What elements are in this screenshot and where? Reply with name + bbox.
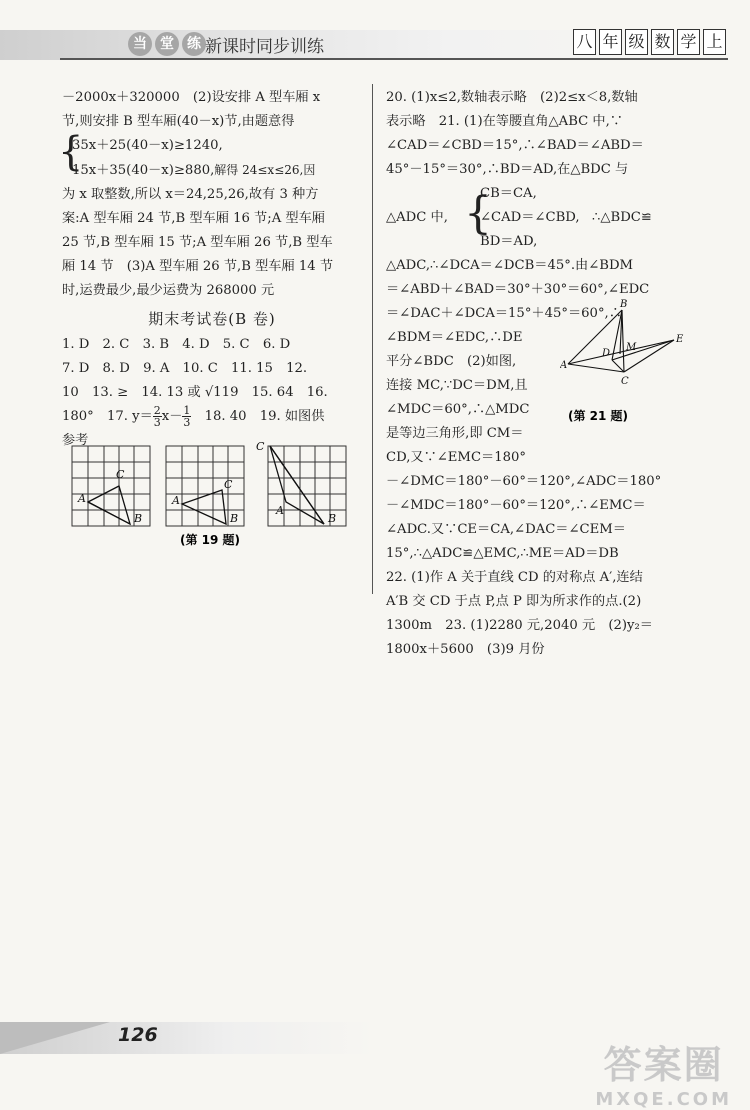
answer-line: 25 节,B 型车厢 15 节;A 型车厢 26 节,B 型车 (62, 235, 333, 250)
point-label: B (328, 512, 337, 525)
point-label: M (626, 342, 637, 353)
system-brace: { (464, 188, 492, 239)
header-badge-1: 当 (128, 32, 152, 56)
point-label: E (676, 334, 684, 345)
column-divider (372, 84, 373, 594)
grade-char: 学 (677, 29, 700, 55)
answer-line: A′B 交 CD 于点 P,点 P 即为所求作的点.(2) (386, 594, 642, 609)
answer-line: 时,运费最少,最少运费为 268000 元 (62, 283, 275, 298)
answer-line: 厢 14 节 (3)A 型车厢 26 节,B 型车厢 14 节 (62, 259, 334, 274)
header-badge-3: 练 (182, 32, 206, 56)
answer-line: 35x＋25(40－x)≥1240, (72, 138, 223, 153)
fraction: $\frac{1}{3}$ (183, 404, 191, 429)
answer-line: 15°,∴△ADC≌△EMC,∴ME＝AD＝DB (386, 546, 619, 561)
left-column (58, 86, 362, 453)
figure-21 (560, 296, 688, 426)
point-label: A (276, 504, 284, 517)
answer-line: －2000x＋320000 (2)设安排 A 型车厢 x (62, 90, 321, 105)
answer-text: △ADC 中, (386, 210, 448, 225)
answer-text: ∴△BDC≌ (592, 210, 652, 225)
answer-line: 7. D 8. D 9. A 10. C 11. 15 12. (62, 361, 308, 376)
section-title: 期末考试卷(B 卷) (148, 310, 276, 328)
point-label: C (621, 376, 629, 387)
figure-19-caption: (第 19 题) (180, 533, 241, 547)
answer-line: 为 x 取整数,所以 x＝24,25,26,故有 3 种方 (62, 187, 319, 202)
answer-line: 连接 MC,∵DC＝DM,且 (386, 378, 528, 393)
point-label: A (78, 492, 86, 505)
answer-line: CD,又∵∠EMC＝180° (386, 450, 526, 465)
grade-char: 级 (625, 29, 648, 55)
answer-line: ∠CAD＝∠CBD＝15°,∴∠BAD＝∠ABD＝ (386, 138, 644, 153)
answer-line: △ADC,∴∠DCA＝∠DCB＝45°.由∠BDM (386, 258, 634, 273)
point-label: D (602, 348, 611, 359)
grade-char: 年 (599, 29, 622, 55)
point-label: C (224, 478, 233, 491)
system-brace: { (58, 129, 84, 175)
answer-line: 20. (1)x≤2,数轴表示略 (2)2≤x＜8,数轴 (386, 90, 638, 105)
answer-line: ＝∠ABD＋∠BAD＝30°＋30°＝60°,∠EDC (386, 282, 650, 297)
fraction: $\frac{2}{3}$ (153, 404, 161, 429)
answer-line: 1800x＋5600 (3)9 月份 (386, 642, 545, 657)
condition: CB＝CA, (480, 186, 537, 201)
condition: BD＝AD, (480, 234, 538, 249)
answer-line (62, 405, 362, 429)
answer-line: 是等边三角形,即 CM＝ (386, 426, 524, 441)
answer-line: 节,则安排 B 型车厢(40－x)节,由题意得 (62, 114, 295, 129)
answer-text: x－ (161, 409, 183, 424)
inequality-2: 15x＋35(40－x)≥880, (72, 163, 215, 178)
series-title: 新课时同步训练 (205, 37, 324, 57)
answer-line: 45°－15°＝30°,∴BD＝AD,在△BDC 与 (386, 162, 629, 177)
answer-text: 解得 24≤x≤26,因 (214, 163, 316, 177)
answer-line: ＝∠DAC＋∠DCA＝15°＋45°＝60°,∴ (386, 306, 622, 321)
answer-line: 表示略 21. (1)在等腰直角△ABC 中,∵ (386, 114, 623, 129)
point-label: A (172, 494, 180, 507)
grade-char: 八 (573, 29, 596, 55)
answer-line: 参考 (62, 433, 89, 448)
answer-line: 22. (1)作 A 关于直线 CD 的对称点 A′,连结 (386, 570, 643, 585)
answer-line: －∠DMC＝180°－60°＝120°,∠ADC＝180° (386, 474, 662, 489)
watermark-url: MXQE.COM (595, 1089, 732, 1110)
answer-line (62, 158, 362, 183)
answer-line: ∠BDM＝∠EDC,∴DE (386, 330, 523, 345)
grade-char: 数 (651, 29, 674, 55)
grade-char: 上 (703, 29, 726, 55)
answer-text: 18. 40 19. 如图供 (204, 409, 325, 424)
answer-line: 1300m 23. (1)2280 元,2040 元 (2)y₂＝ (386, 618, 653, 633)
answer-text: 180° 17. y＝ (62, 409, 153, 424)
grade-subject-label (573, 29, 726, 55)
answer-line: 10 13. ≥ 14. 13 或 √119 15. 64 16. (62, 385, 328, 400)
point-label: A (560, 360, 568, 371)
point-label: B (134, 512, 143, 525)
figure-21-diagram (560, 296, 688, 426)
congruence-system (386, 182, 716, 254)
answer-line: ∠ADC.又∵CE＝CA,∠DAC＝∠CEM＝ (386, 522, 626, 537)
figure-19-grids (62, 440, 362, 550)
figure-19 (62, 440, 362, 550)
answer-line: －∠MDC＝180°－60°＝120°,∴∠EMC＝ (386, 498, 646, 513)
point-label: C (256, 440, 265, 453)
page-number: 126 (118, 1024, 158, 1046)
point-label: B (620, 299, 628, 310)
footer-corner (0, 1022, 110, 1054)
answer-line: 1. D 2. C 3. B 4. D 5. C 6. D (62, 337, 291, 352)
header-badge-2: 堂 (155, 32, 179, 56)
watermark-text: 答案圈 (603, 1043, 724, 1087)
header-rule (60, 58, 728, 60)
answer-line: 平分∠BDC (2)如图, (386, 354, 517, 369)
answer-line: ∠MDC＝60°,∴△MDC (386, 402, 530, 417)
page-header (0, 0, 750, 62)
condition: ∠CAD＝∠CBD, (480, 210, 580, 225)
point-label: B (230, 512, 239, 525)
point-label: C (116, 468, 125, 481)
figure-21-caption: (第 21 题) (568, 409, 629, 423)
answer-line: 案:A 型车厢 24 节,B 型车厢 16 节;A 型车厢 (62, 211, 325, 226)
